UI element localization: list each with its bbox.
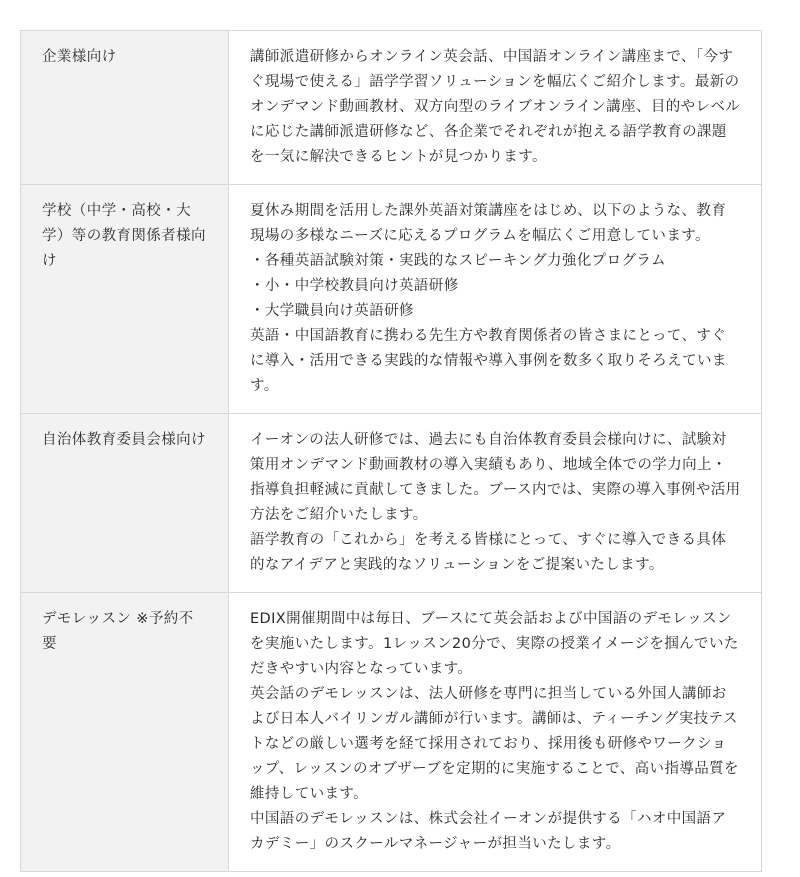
row-heading-text: 自治体教育委員会様向け: [42, 432, 206, 448]
table-row: [21, 414, 762, 593]
description-list-item: ・各種英語試験対策・実践的なスピーキング力強化プログラム: [250, 253, 667, 269]
description-paragraph: 講師派遣研修からオンライン英会話、中国語オンライン講座まで、「今すぐ現場で使える」語学学習ソリューションを幅広くご紹介します。最新のオンデマンド動画教材、双方向型のライブオンライン講座、目的やレベルに応じた講師派遣研修など、各企業でそれぞれが抱える語学教育の課題を一気に解決できるヒントが見つかります。: [250, 49, 741, 165]
row-description: [229, 31, 762, 185]
description-paragraph: 英会話のデモレッスンは、法人研修を専門に担当している外国人講師および日本人バイリンガル講師が行います。講師は、ティーチング実技テストなどの厳しい選考を経て採用されており、採用後も研修やワークショップ、レッスンのオブザーブを定期的に実施することで、高い指導品質を維持しています。: [250, 686, 739, 802]
table-row: [21, 31, 762, 185]
description-paragraph: イーオンの法人研修では、過去にも自治体教育委員会様向けに、試験対策用オンデマンド動画教材の導入実績もあり、地域全体での学力向上・指導負担軽減に貢献してきました。ブース内では、実際の導入事例や活用方法をご紹介いたします。: [250, 432, 741, 523]
row-heading: [21, 185, 229, 414]
row-heading: [21, 31, 229, 185]
description-paragraph: 中国語のデモレッスンは、株式会社イーオンが提供する「ハオ中国語アカデミー」のスクールマネージャーが担当いたします。: [250, 811, 727, 852]
row-heading-text: 企業様向け: [42, 49, 117, 65]
description-list-item: ・小・中学校教員向け英語研修: [250, 278, 459, 294]
row-heading: [21, 414, 229, 593]
description-paragraph: 英語・中国語教育に携わる先生方や教育関係者の皆さまにとって、すぐに導入・活用できる実践的な情報や導入事例を数多く取りそろえています。: [250, 328, 727, 394]
row-heading: [21, 593, 229, 872]
description-paragraph: 語学教育の「これから」を考える皆様にとって、すぐに導入できる具体的なアイデアと実践的なソリューションをご提案いたします。: [250, 532, 727, 573]
row-heading-text: デモレッスン ※予約不要: [42, 611, 194, 652]
table-row: [21, 593, 762, 872]
description-list-item: ・大学職員向け英語研修: [250, 303, 414, 319]
table-row: [21, 185, 762, 414]
info-table: [20, 30, 762, 872]
row-description: [229, 593, 762, 872]
description-paragraph: 夏休み期間を活用した課外英語対策講座をはじめ、以下のような、教育現場の多様なニーズに応えるプログラムを幅広くご用意しています。: [250, 203, 727, 244]
row-description: [229, 185, 762, 414]
description-paragraph: EDIX開催期間中は毎日、ブースにて英会話および中国語のデモレッスンを実施いたします。1レッスン20分で、実際の授業イメージを掴んでいただきやすい内容となっています。: [250, 611, 739, 677]
row-heading-text: 学校（中学・高校・大学）等の教育関係者様向け: [42, 203, 206, 269]
row-description: [229, 414, 762, 593]
